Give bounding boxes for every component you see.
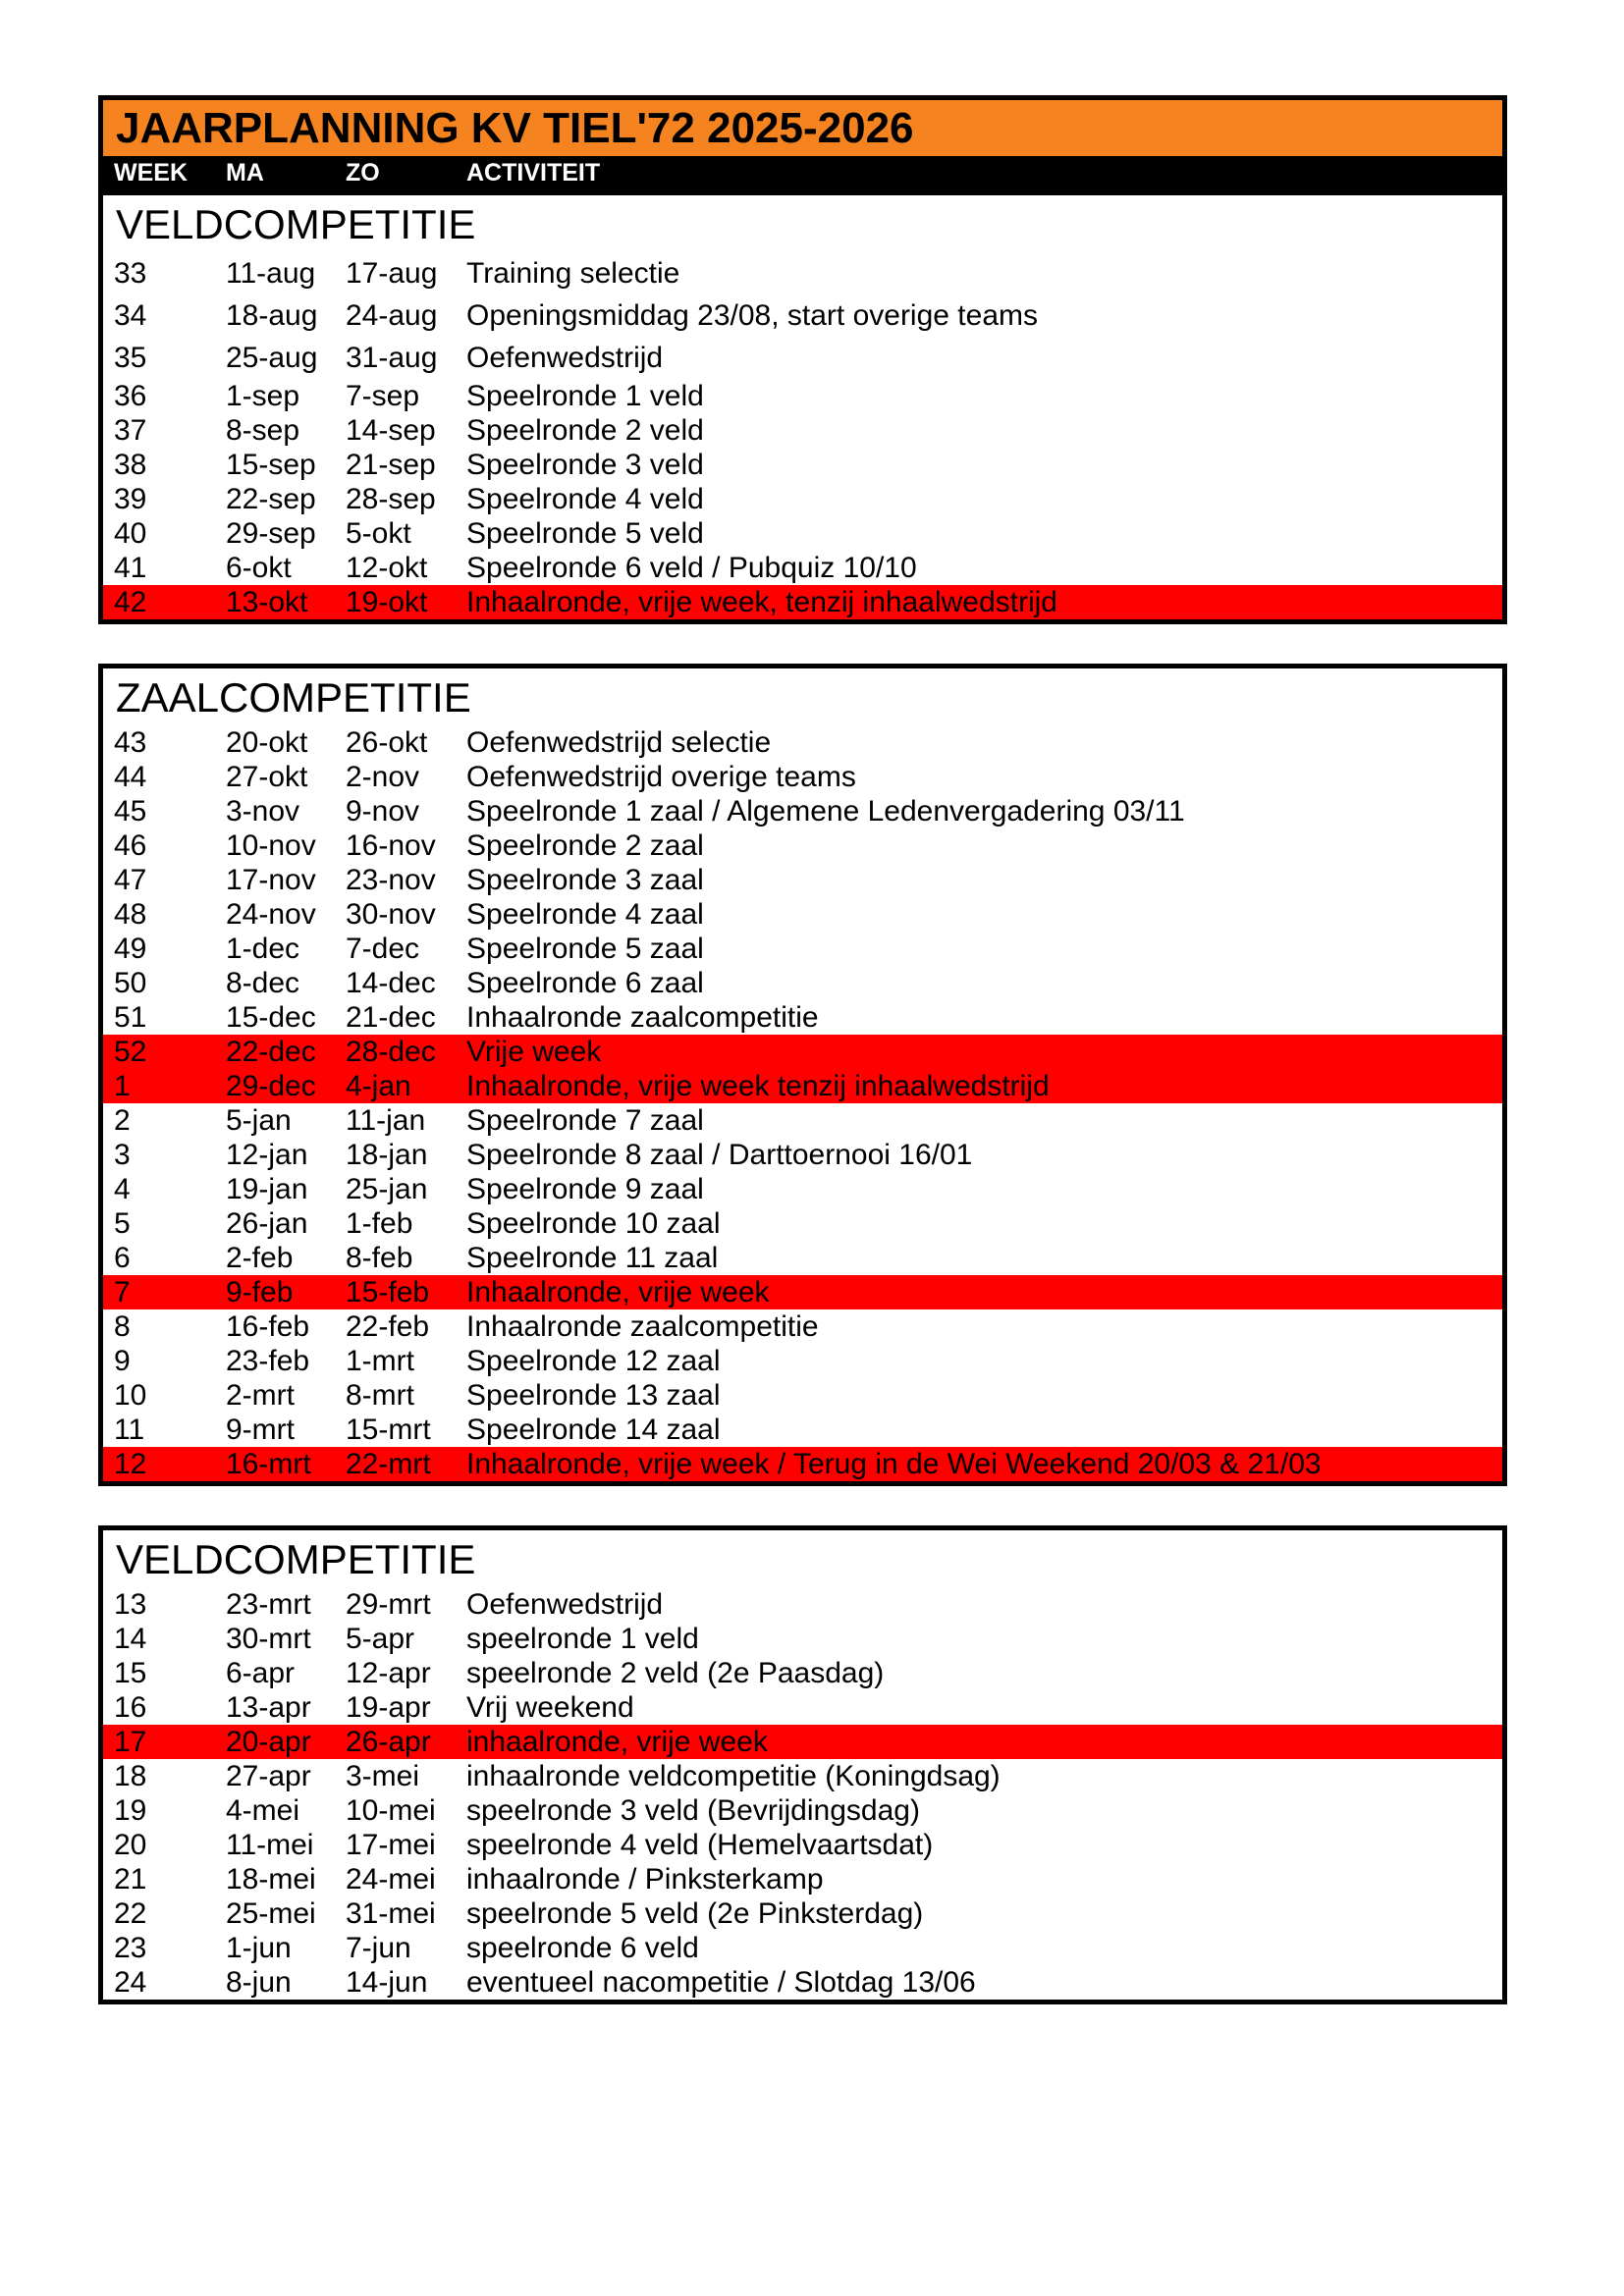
week-cell: 44 xyxy=(114,760,147,793)
ma-date-cell: 23-feb xyxy=(226,1344,310,1377)
activity-cell: Speelronde 13 zaal xyxy=(466,1378,721,1412)
week-cell: 22 xyxy=(114,1896,147,1930)
zo-date-cell: 28-sep xyxy=(346,482,436,515)
table-row xyxy=(103,1622,1502,1656)
week-cell: 50 xyxy=(114,966,147,999)
table-row xyxy=(103,932,1502,966)
activity-cell: Training selectie xyxy=(466,256,680,290)
zo-date-cell: 8-mrt xyxy=(346,1378,414,1412)
table-row xyxy=(103,1103,1502,1138)
ma-date-cell: 12-jan xyxy=(226,1138,308,1171)
zo-date-cell: 1-mrt xyxy=(346,1344,414,1377)
activity-cell: speelronde 6 veld xyxy=(466,1931,699,1964)
zo-date-cell: 7-jun xyxy=(346,1931,411,1964)
activity-cell: Oefenwedstrijd overige teams xyxy=(466,760,856,793)
table-row xyxy=(103,482,1502,516)
week-cell: 10 xyxy=(114,1378,147,1412)
week-cell: 11 xyxy=(114,1413,145,1446)
zo-date-cell: 9-nov xyxy=(346,794,420,828)
ma-date-cell: 9-mrt xyxy=(226,1413,295,1446)
activity-cell: Speelronde 4 zaal xyxy=(466,897,704,931)
zo-date-cell: 31-aug xyxy=(346,341,438,374)
document-header xyxy=(98,95,1507,195)
zo-date-cell: 2-nov xyxy=(346,760,420,793)
table-row xyxy=(103,1447,1502,1481)
ma-date-cell: 22-sep xyxy=(226,482,316,515)
week-cell: 46 xyxy=(114,828,147,862)
activity-cell: Vrij weekend xyxy=(466,1690,634,1724)
week-cell: 13 xyxy=(114,1587,147,1621)
week-cell: 20 xyxy=(114,1828,147,1861)
zo-date-cell: 31-mei xyxy=(346,1896,436,1930)
activity-cell: Vrije week xyxy=(466,1035,602,1068)
ma-date-cell: 4-mei xyxy=(226,1793,300,1827)
activity-cell: Oefenwedstrijd xyxy=(466,341,664,374)
ma-date-cell: 2-mrt xyxy=(226,1378,295,1412)
zo-date-cell: 15-feb xyxy=(346,1275,430,1308)
table-row xyxy=(103,413,1502,448)
zo-date-cell: 24-mei xyxy=(346,1862,436,1896)
table-row xyxy=(103,448,1502,482)
ma-date-cell: 2-feb xyxy=(226,1241,294,1274)
week-cell: 17 xyxy=(114,1725,147,1758)
ma-date-cell: 1-dec xyxy=(226,932,300,965)
table-row xyxy=(103,337,1502,379)
table-row xyxy=(103,1828,1502,1862)
activity-cell: Speelronde 10 zaal xyxy=(466,1206,721,1240)
table-row xyxy=(103,1413,1502,1447)
week-cell: 33 xyxy=(114,256,147,290)
ma-date-cell: 27-apr xyxy=(226,1759,311,1792)
ma-date-cell: 8-jun xyxy=(226,1965,292,1999)
zo-date-cell: 23-nov xyxy=(346,863,436,896)
zo-date-cell: 25-jan xyxy=(346,1172,428,1205)
week-cell: 45 xyxy=(114,794,147,828)
ma-date-cell: 25-mei xyxy=(226,1896,316,1930)
activity-cell: Speelronde 14 zaal xyxy=(466,1413,721,1446)
zo-date-cell: 1-feb xyxy=(346,1206,413,1240)
table-row xyxy=(103,1275,1502,1309)
zo-date-cell: 22-mrt xyxy=(346,1447,431,1480)
week-cell: 2 xyxy=(114,1103,131,1137)
table-row xyxy=(103,1965,1502,2000)
activity-cell: Speelronde 2 veld xyxy=(466,413,704,447)
zo-date-cell: 12-okt xyxy=(346,551,428,584)
week-cell: 40 xyxy=(114,516,147,550)
table-row xyxy=(103,1138,1502,1172)
week-cell: 16 xyxy=(114,1690,147,1724)
week-cell: 5 xyxy=(114,1206,131,1240)
activity-cell: Inhaalronde, vrije week / Terug in de Wei Weekend 20/03 & 21/03 xyxy=(466,1447,1322,1480)
column-header-zo: ZO xyxy=(346,159,380,187)
zo-date-cell: 12-apr xyxy=(346,1656,431,1689)
column-header-week: WEEK xyxy=(114,159,188,187)
ma-date-cell: 11-mei xyxy=(226,1828,314,1861)
week-cell: 12 xyxy=(114,1447,147,1480)
zo-date-cell: 30-nov xyxy=(346,897,436,931)
week-cell: 41 xyxy=(114,551,147,584)
ma-date-cell: 15-sep xyxy=(226,448,316,481)
zo-date-cell: 5-apr xyxy=(346,1622,415,1655)
activity-cell: Speelronde 8 zaal / Darttoernooi 16/01 xyxy=(466,1138,973,1171)
ma-date-cell: 25-aug xyxy=(226,341,318,374)
activity-cell: Speelronde 6 veld / Pubquiz 10/10 xyxy=(466,551,917,584)
week-cell: 1 xyxy=(114,1069,131,1102)
week-cell: 24 xyxy=(114,1965,147,1999)
week-cell: 35 xyxy=(114,341,147,374)
section-rows xyxy=(103,252,1502,619)
ma-date-cell: 13-okt xyxy=(226,585,308,618)
zo-date-cell: 28-dec xyxy=(346,1035,436,1068)
activity-cell: Speelronde 1 zaal / Algemene Ledenvergadering 03/11 xyxy=(466,794,1185,828)
section-title: VELDCOMPETITIE xyxy=(116,1536,476,1582)
table-row xyxy=(103,1587,1502,1622)
ma-date-cell: 27-okt xyxy=(226,760,308,793)
table-row xyxy=(103,1378,1502,1413)
week-cell: 14 xyxy=(114,1622,147,1655)
zo-date-cell: 7-sep xyxy=(346,379,420,412)
week-cell: 52 xyxy=(114,1035,147,1068)
zo-date-cell: 15-mrt xyxy=(346,1413,431,1446)
column-header-bar xyxy=(103,156,1502,190)
week-cell: 37 xyxy=(114,413,147,447)
zo-date-cell: 21-dec xyxy=(346,1000,436,1034)
sections-container xyxy=(98,195,1507,2004)
activity-cell: Speelronde 6 zaal xyxy=(466,966,704,999)
week-cell: 49 xyxy=(114,932,147,965)
table-row xyxy=(103,725,1502,760)
week-cell: 9 xyxy=(114,1344,131,1377)
zo-date-cell: 10-mei xyxy=(346,1793,436,1827)
section-title: ZAALCOMPETITIE xyxy=(116,674,471,721)
table-row xyxy=(103,1690,1502,1725)
activity-cell: speelronde 3 veld (Bevrijdingsdag) xyxy=(466,1793,920,1827)
ma-date-cell: 20-okt xyxy=(226,725,308,759)
week-cell: 19 xyxy=(114,1793,147,1827)
activity-cell: Inhaalronde, vrije week xyxy=(466,1275,770,1308)
week-cell: 48 xyxy=(114,897,147,931)
activity-cell: Speelronde 12 zaal xyxy=(466,1344,721,1377)
table-row xyxy=(103,1725,1502,1759)
week-cell: 7 xyxy=(114,1275,131,1308)
ma-date-cell: 10-nov xyxy=(226,828,316,862)
zo-date-cell: 3-mei xyxy=(346,1759,420,1792)
week-cell: 42 xyxy=(114,585,147,618)
week-cell: 21 xyxy=(114,1862,147,1896)
activity-cell: Inhaalronde zaalcompetitie xyxy=(466,1000,819,1034)
table-row xyxy=(103,516,1502,551)
section-box xyxy=(98,195,1507,624)
ma-date-cell: 23-mrt xyxy=(226,1587,311,1621)
ma-date-cell: 18-aug xyxy=(226,298,318,332)
activity-cell: speelronde 5 veld (2e Pinksterdag) xyxy=(466,1896,924,1930)
week-cell: 8 xyxy=(114,1309,131,1343)
zo-date-cell: 24-aug xyxy=(346,298,438,332)
zo-date-cell: 5-okt xyxy=(346,516,411,550)
activity-cell: Oefenwedstrijd xyxy=(466,1587,664,1621)
table-row xyxy=(103,828,1502,863)
ma-date-cell: 29-dec xyxy=(226,1069,316,1102)
zo-date-cell: 14-jun xyxy=(346,1965,428,1999)
zo-date-cell: 26-apr xyxy=(346,1725,431,1758)
section-box xyxy=(98,1525,1507,2004)
section-rows xyxy=(103,725,1502,1481)
table-row xyxy=(103,551,1502,585)
page-title: JAARPLANNING KV TIEL'72 2025-2026 xyxy=(116,103,914,152)
activity-cell: Speelronde 3 zaal xyxy=(466,863,704,896)
table-row xyxy=(103,585,1502,619)
week-cell: 43 xyxy=(114,725,147,759)
table-row xyxy=(103,1069,1502,1103)
week-cell: 6 xyxy=(114,1241,131,1274)
table-row xyxy=(103,760,1502,794)
section-title: VELDCOMPETITIE xyxy=(116,201,476,247)
ma-date-cell: 18-mei xyxy=(226,1862,316,1896)
activity-cell: Speelronde 3 veld xyxy=(466,448,704,481)
zo-date-cell: 14-sep xyxy=(346,413,436,447)
zo-date-cell: 14-dec xyxy=(346,966,436,999)
activity-cell: Speelronde 5 veld xyxy=(466,516,704,550)
column-header-activiteit: ACTIVITEIT xyxy=(466,159,601,187)
activity-cell: Speelronde 9 zaal xyxy=(466,1172,704,1205)
table-row xyxy=(103,897,1502,932)
zo-date-cell: 29-mrt xyxy=(346,1587,431,1621)
zo-date-cell: 11-jan xyxy=(346,1103,426,1137)
ma-date-cell: 15-dec xyxy=(226,1000,316,1034)
table-row xyxy=(103,1241,1502,1275)
table-row xyxy=(103,1896,1502,1931)
week-cell: 4 xyxy=(114,1172,131,1205)
zo-date-cell: 19-apr xyxy=(346,1690,431,1724)
ma-date-cell: 6-apr xyxy=(226,1656,296,1689)
table-row xyxy=(103,1793,1502,1828)
table-row xyxy=(103,252,1502,294)
table-row xyxy=(103,966,1502,1000)
ma-date-cell: 11-aug xyxy=(226,256,316,290)
week-cell: 34 xyxy=(114,298,147,332)
activity-cell: Speelronde 7 zaal xyxy=(466,1103,704,1137)
week-cell: 51 xyxy=(114,1000,147,1034)
week-cell: 15 xyxy=(114,1656,147,1689)
zo-date-cell: 21-sep xyxy=(346,448,436,481)
ma-date-cell: 22-dec xyxy=(226,1035,316,1068)
activity-cell: Speelronde 2 zaal xyxy=(466,828,704,862)
activity-cell: Speelronde 1 veld xyxy=(466,379,704,412)
activity-cell: speelronde 2 veld (2e Paasdag) xyxy=(466,1656,885,1689)
activity-cell: speelronde 1 veld xyxy=(466,1622,699,1655)
table-row xyxy=(103,1344,1502,1378)
week-cell: 3 xyxy=(114,1138,131,1171)
week-cell: 39 xyxy=(114,482,147,515)
table-row xyxy=(103,1000,1502,1035)
ma-date-cell: 6-okt xyxy=(226,551,292,584)
week-cell: 38 xyxy=(114,448,147,481)
zo-date-cell: 26-okt xyxy=(346,725,428,759)
ma-date-cell: 17-nov xyxy=(226,863,316,896)
table-row xyxy=(103,863,1502,897)
ma-date-cell: 5-jan xyxy=(226,1103,292,1137)
section-rows xyxy=(103,1587,1502,2000)
ma-date-cell: 29-sep xyxy=(226,516,316,550)
zo-date-cell: 18-jan xyxy=(346,1138,428,1171)
table-row xyxy=(103,1759,1502,1793)
activity-cell: Inhaalronde, vrije week, tenzij inhaalwedstrijd xyxy=(466,585,1057,618)
table-row xyxy=(103,1309,1502,1344)
table-row xyxy=(103,1931,1502,1965)
table-row xyxy=(103,1206,1502,1241)
zo-date-cell: 22-feb xyxy=(346,1309,430,1343)
zo-date-cell: 17-mei xyxy=(346,1828,436,1861)
activity-cell: inhaalronde, vrije week xyxy=(466,1725,768,1758)
ma-date-cell: 30-mrt xyxy=(226,1622,311,1655)
ma-date-cell: 19-jan xyxy=(226,1172,308,1205)
zo-date-cell: 4-jan xyxy=(346,1069,411,1102)
table-row xyxy=(103,1862,1502,1896)
year-planning-document xyxy=(98,95,1507,2004)
table-row xyxy=(103,1656,1502,1690)
activity-cell: Inhaalronde, vrije week tenzij inhaalwedstrijd xyxy=(466,1069,1050,1102)
ma-date-cell: 13-apr xyxy=(226,1690,311,1724)
table-row xyxy=(103,1035,1502,1069)
week-cell: 36 xyxy=(114,379,147,412)
zo-date-cell: 7-dec xyxy=(346,932,420,965)
activity-cell: eventueel nacompetitie / Slotdag 13/06 xyxy=(466,1965,976,1999)
zo-date-cell: 19-okt xyxy=(346,585,428,618)
ma-date-cell: 1-sep xyxy=(226,379,300,412)
activity-cell: speelronde 4 veld (Hemelvaartsdat) xyxy=(466,1828,934,1861)
ma-date-cell: 24-nov xyxy=(226,897,316,931)
ma-date-cell: 8-sep xyxy=(226,413,300,447)
table-row xyxy=(103,1172,1502,1206)
zo-date-cell: 8-feb xyxy=(346,1241,413,1274)
activity-cell: Inhaalronde zaalcompetitie xyxy=(466,1309,819,1343)
week-cell: 47 xyxy=(114,863,147,896)
activity-cell: Speelronde 4 veld xyxy=(466,482,704,515)
section-box xyxy=(98,664,1507,1486)
ma-date-cell: 16-feb xyxy=(226,1309,310,1343)
ma-date-cell: 1-jun xyxy=(226,1931,292,1964)
ma-date-cell: 20-apr xyxy=(226,1725,311,1758)
ma-date-cell: 9-feb xyxy=(226,1275,294,1308)
activity-cell: Openingsmiddag 23/08, start overige teams xyxy=(466,298,1038,332)
zo-date-cell: 16-nov xyxy=(346,828,436,862)
ma-date-cell: 16-mrt xyxy=(226,1447,311,1480)
activity-cell: inhaalronde veldcompetitie (Koningdsag) xyxy=(466,1759,1001,1792)
table-row xyxy=(103,294,1502,337)
title-bar xyxy=(103,100,1502,156)
activity-cell: Oefenwedstrijd selectie xyxy=(466,725,772,759)
ma-date-cell: 3-nov xyxy=(226,794,300,828)
activity-cell: Speelronde 5 zaal xyxy=(466,932,704,965)
table-row xyxy=(103,379,1502,413)
activity-cell: Speelronde 11 zaal xyxy=(466,1241,719,1274)
week-cell: 18 xyxy=(114,1759,147,1792)
ma-date-cell: 26-jan xyxy=(226,1206,308,1240)
ma-date-cell: 8-dec xyxy=(226,966,300,999)
week-cell: 23 xyxy=(114,1931,147,1964)
activity-cell: inhaalronde / Pinksterkamp xyxy=(466,1862,824,1896)
zo-date-cell: 17-aug xyxy=(346,256,438,290)
table-row xyxy=(103,794,1502,828)
column-header-ma: MA xyxy=(226,159,264,187)
